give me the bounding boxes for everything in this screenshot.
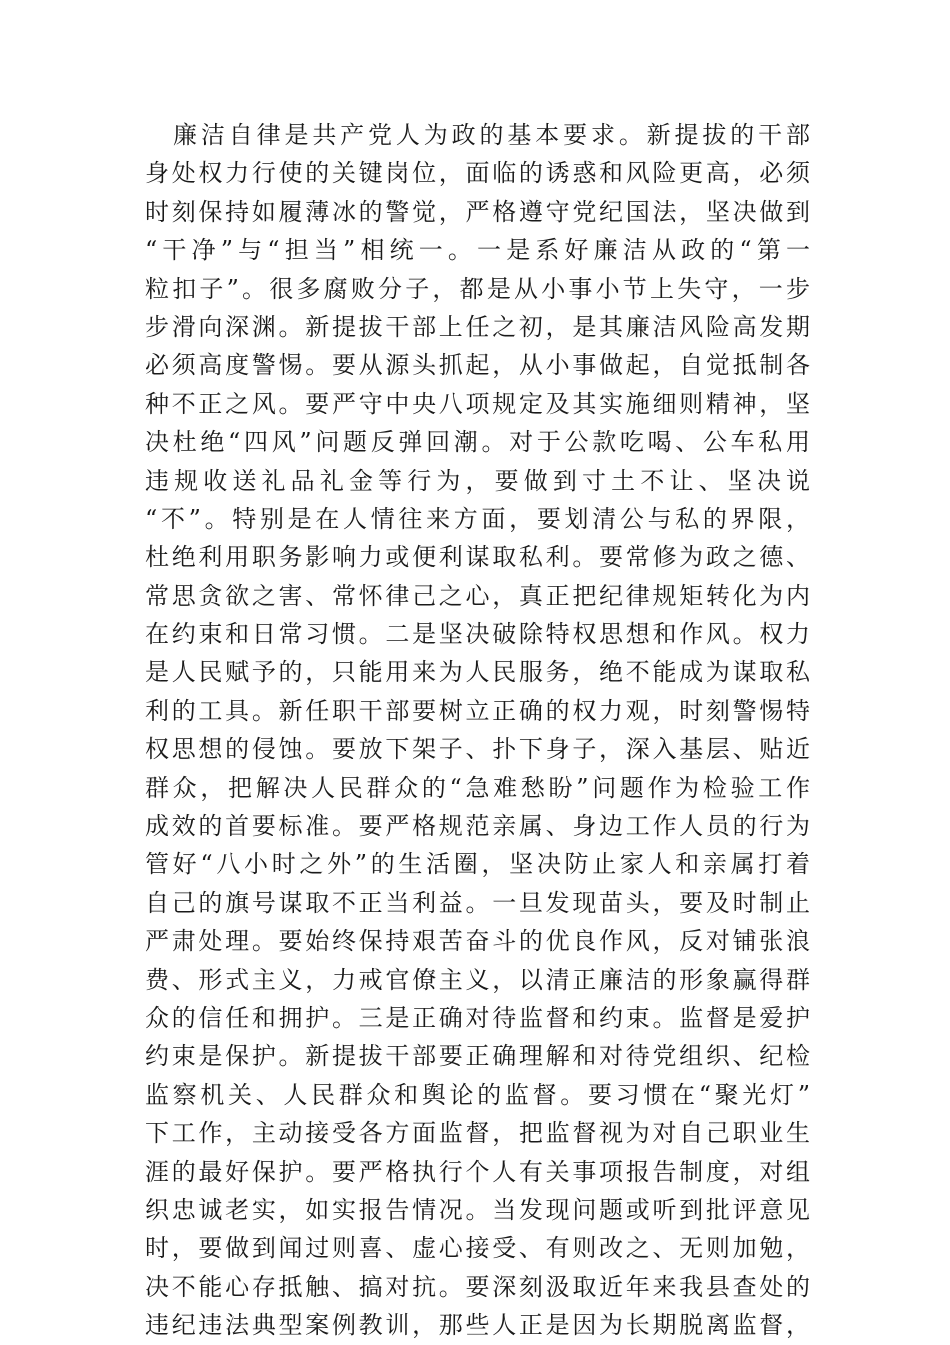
text-line: 监察机关、人民群众和舆论的监督。要习惯在“聚光灯” — [145, 1080, 810, 1109]
text-line: 利的工具。新任职干部要树立正确的权力观，时刻警惕特 — [145, 696, 810, 725]
text-line: 众的信任和拥护。三是正确对待监督和约束。监督是爱护 — [145, 1003, 810, 1032]
text-line: 违规收送礼品礼金等行为，要做到寸土不让、坚决说 — [145, 466, 810, 495]
text-line: 严肃处理。要始终保持艰苦奋斗的优良作风，反对铺张浪 — [145, 927, 810, 956]
text-line: 费、形式主义，力戒官僚主义，以清正廉洁的形象赢得群 — [145, 965, 810, 994]
text-line: 决不能心存抵触、搞对抗。要深刻汲取近年来我县查处的 — [145, 1272, 810, 1301]
text-line: 时刻保持如履薄冰的警觉，严格遵守党纪国法，坚决做到 — [145, 197, 810, 226]
text-line: 时，要做到闻过则喜、虚心接受、有则改之、无则加勉， — [145, 1234, 810, 1263]
text-line: 在约束和日常习惯。二是坚决破除特权思想和作风。权力 — [145, 620, 810, 649]
text-line: 必须高度警惕。要从源头抓起，从小事做起，自觉抵制各 — [145, 351, 810, 380]
text-line: 粒扣子”。很多腐败分子，都是从小事小节上失守，一步 — [145, 274, 810, 303]
text-line: 管好“八小时之外”的生活圈，坚决防止家人和亲属打着 — [145, 850, 810, 879]
text-line: 杜绝利用职务影响力或便利谋取私利。要常修为政之德、 — [145, 543, 810, 572]
text-line: 步滑向深渊。新提拔干部上任之初，是其廉洁风险高发期 — [145, 312, 810, 341]
text-line: 约束是保护。新提拔干部要正确理解和对待党组织、纪检 — [145, 1042, 810, 1071]
text-line: 决杜绝“四风”问题反弹回潮。对于公款吃喝、公车私用 — [145, 428, 810, 457]
text-line: 涯的最好保护。要严格执行个人有关事项报告制度，对组 — [145, 1157, 810, 1186]
text-line: “不”。特别是在人情往来方面，要划清公与私的界限， — [145, 504, 810, 533]
text-line: 身处权力行使的关键岗位，面临的诱惑和风险更高，必须 — [145, 159, 810, 188]
text-line: 群众，把解决人民群众的“急难愁盼”问题作为检验工作 — [145, 773, 810, 802]
text-line: 种不正之风。要严守中央八项规定及其实施细则精神，坚 — [145, 389, 810, 418]
text-line: 织忠诚老实，如实报告情况。当发现问题或听到批评意见 — [145, 1195, 810, 1224]
text-line: 下工作，主动接受各方面监督，把监督视为对自己职业生 — [145, 1119, 810, 1148]
text-line: 违纪违法典型案例教训，那些人正是因为长期脱离监督， — [145, 1311, 810, 1340]
text-line: 权思想的侵蚀。要放下架子、扑下身子，深入基层、贴近 — [145, 735, 810, 764]
text-line: 成效的首要标准。要严格规范亲属、身边工作人员的行为 — [145, 812, 810, 841]
text-line: “干净”与“担当”相统一。一是系好廉洁从政的“第一 — [145, 236, 810, 265]
body-paragraph — [145, 116, 810, 1345]
text-line: 廉洁自律是共产党人为政的基本要求。新提拔的干部 — [173, 121, 810, 149]
text-line: 常思贪欲之害、常怀律己之心，真正把纪律规矩转化为内 — [145, 581, 810, 610]
text-line: 是人民赋予的，只能用来为人民服务，绝不能成为谋取私 — [145, 658, 810, 687]
text-line: 自己的旗号谋取不正当利益。一旦发现苗头，要及时制止 — [145, 888, 810, 917]
